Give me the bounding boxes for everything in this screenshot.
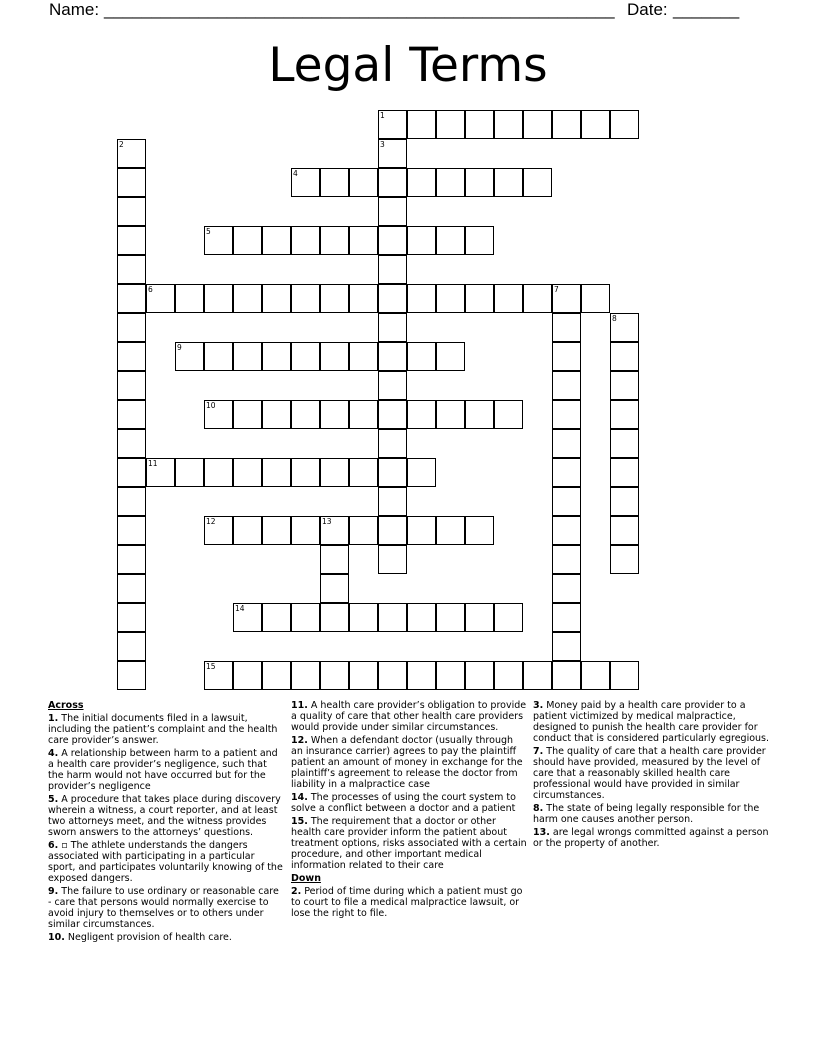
grid-cell[interactable] bbox=[552, 458, 581, 487]
clue-number: 12 bbox=[206, 517, 216, 526]
grid-cell[interactable] bbox=[291, 661, 320, 690]
grid-cell[interactable] bbox=[117, 342, 146, 371]
grid-cell[interactable] bbox=[610, 487, 639, 516]
clue-across-1: 1. The initial documents filed in a lawsuit, including the patient’s complaint and the health care provider’s answer. bbox=[48, 713, 278, 746]
clue-down-3: 3. Money paid by a health care provider to a patient victimized by medical malpractice, designed to punish the health care provider for conduct that is considered particularly egregious. bbox=[533, 700, 770, 744]
clue-across-11: 11. A health care provider’s obligation to provide a quality of care that other health care providers would provide under similar circumstances. bbox=[291, 700, 527, 733]
grid-cell[interactable] bbox=[320, 603, 349, 632]
clue-number: 4 bbox=[293, 169, 298, 178]
clue-number: 7 bbox=[554, 285, 559, 294]
grid-cell[interactable] bbox=[465, 400, 494, 429]
grid-cell[interactable] bbox=[320, 574, 349, 603]
grid-cell[interactable] bbox=[378, 139, 407, 168]
grid-cell[interactable] bbox=[407, 226, 436, 255]
grid-cell[interactable] bbox=[117, 458, 146, 487]
grid-cell[interactable] bbox=[494, 168, 523, 197]
grid-cell[interactable] bbox=[204, 400, 233, 429]
grid-cell[interactable] bbox=[117, 168, 146, 197]
clue-across-14: 14. The processes of using the court system to solve a conflict between a doctor and a patient bbox=[291, 792, 516, 814]
name-label: Name: bbox=[49, 0, 100, 19]
grid-cell[interactable] bbox=[291, 342, 320, 371]
grid-cell[interactable] bbox=[378, 458, 407, 487]
grid-cell[interactable] bbox=[436, 226, 465, 255]
clue-number: 1 bbox=[380, 111, 385, 120]
grid-cell[interactable] bbox=[465, 226, 494, 255]
grid-cell[interactable] bbox=[378, 371, 407, 400]
grid-cell[interactable] bbox=[465, 516, 494, 545]
grid-cell[interactable] bbox=[436, 342, 465, 371]
grid-cell[interactable] bbox=[494, 110, 523, 139]
grid-cell[interactable] bbox=[436, 284, 465, 313]
grid-cell[interactable] bbox=[291, 168, 320, 197]
grid-cell[interactable] bbox=[407, 400, 436, 429]
grid-cell[interactable] bbox=[349, 603, 378, 632]
grid-cell[interactable] bbox=[552, 313, 581, 342]
grid-cell[interactable] bbox=[262, 284, 291, 313]
grid-cell[interactable] bbox=[552, 110, 581, 139]
grid-cell[interactable] bbox=[523, 284, 552, 313]
grid-cell[interactable] bbox=[117, 574, 146, 603]
clue-number: 13 bbox=[322, 517, 332, 526]
grid-cell[interactable] bbox=[610, 429, 639, 458]
grid-cell[interactable] bbox=[436, 661, 465, 690]
clue-down-8: 8. The state of being legally responsible for the harm one causes another person. bbox=[533, 803, 760, 825]
grid-cell[interactable] bbox=[581, 110, 610, 139]
clue-across-12: 12. When a defendant doctor (usually through an insurance carrier) agrees to pay the plaintiff patient an amount of money in exchange for the plaintiff’s agreement to release the doctor from liability in a malpractice case bbox=[291, 735, 523, 790]
grid-cell[interactable] bbox=[117, 139, 146, 168]
grid-cell[interactable] bbox=[262, 226, 291, 255]
grid-cell[interactable] bbox=[262, 661, 291, 690]
grid-cell[interactable] bbox=[465, 284, 494, 313]
clue-number: 9 bbox=[177, 343, 182, 352]
grid-cell[interactable] bbox=[610, 458, 639, 487]
grid-cell[interactable] bbox=[465, 168, 494, 197]
grid-cell[interactable] bbox=[378, 545, 407, 574]
grid-cell[interactable] bbox=[291, 284, 320, 313]
grid-cell[interactable] bbox=[407, 342, 436, 371]
grid-cell[interactable] bbox=[407, 661, 436, 690]
grid-cell[interactable] bbox=[117, 603, 146, 632]
date-blank[interactable]: _______ bbox=[673, 0, 740, 19]
name-blank[interactable]: ______________________________________________________ bbox=[104, 0, 615, 19]
grid-cell[interactable] bbox=[552, 284, 581, 313]
grid-cell[interactable] bbox=[407, 168, 436, 197]
grid-cell[interactable] bbox=[610, 516, 639, 545]
grid-cell[interactable] bbox=[291, 458, 320, 487]
grid-cell[interactable] bbox=[117, 400, 146, 429]
grid-cell[interactable] bbox=[349, 661, 378, 690]
grid-cell[interactable] bbox=[349, 400, 378, 429]
grid-cell[interactable] bbox=[407, 516, 436, 545]
grid-cell[interactable] bbox=[494, 603, 523, 632]
grid-cell[interactable] bbox=[494, 661, 523, 690]
grid-cell[interactable] bbox=[117, 371, 146, 400]
grid-cell[interactable] bbox=[262, 342, 291, 371]
date-label: Date: bbox=[627, 0, 668, 19]
grid-cell[interactable] bbox=[320, 545, 349, 574]
clue-across-15: 15. The requirement that a doctor or other health care provider inform the patient about treatment options, risks associated with a certain procedure, and other important medical information related to their care bbox=[291, 816, 527, 871]
grid-cell[interactable] bbox=[378, 429, 407, 458]
grid-cell[interactable] bbox=[320, 400, 349, 429]
grid-cell[interactable] bbox=[610, 110, 639, 139]
grid-cell[interactable] bbox=[465, 661, 494, 690]
grid-cell[interactable] bbox=[117, 516, 146, 545]
grid-cell[interactable] bbox=[117, 661, 146, 690]
grid-cell[interactable] bbox=[204, 342, 233, 371]
grid-cell[interactable] bbox=[610, 313, 639, 342]
grid-cell[interactable] bbox=[320, 226, 349, 255]
grid-cell[interactable] bbox=[494, 400, 523, 429]
clue-across-4: 4. A relationship between harm to a patient and a health care provider’s negligence, such that the harm would not have occurred but for the provider’s negligence bbox=[48, 748, 278, 792]
grid-cell[interactable] bbox=[291, 603, 320, 632]
grid-cell[interactable] bbox=[349, 284, 378, 313]
grid-cell[interactable] bbox=[117, 429, 146, 458]
grid-cell[interactable] bbox=[552, 574, 581, 603]
grid-cell[interactable] bbox=[523, 168, 552, 197]
grid-cell[interactable] bbox=[204, 284, 233, 313]
grid-cell[interactable] bbox=[320, 342, 349, 371]
clue-number: 2 bbox=[119, 140, 124, 149]
grid-cell[interactable] bbox=[233, 516, 262, 545]
grid-cell[interactable] bbox=[349, 342, 378, 371]
page-title: Legal Terms bbox=[268, 38, 548, 93]
clue-column-2 bbox=[291, 700, 527, 921]
grid-cell[interactable] bbox=[552, 516, 581, 545]
grid-cell[interactable] bbox=[581, 284, 610, 313]
grid-cell[interactable] bbox=[146, 458, 175, 487]
grid-cell[interactable] bbox=[378, 226, 407, 255]
clue-across-10: 10. Negligent provision of health care. bbox=[48, 932, 232, 943]
grid-cell[interactable] bbox=[117, 226, 146, 255]
grid-cell[interactable] bbox=[117, 255, 146, 284]
grid-cell[interactable] bbox=[552, 661, 581, 690]
grid-cell[interactable] bbox=[233, 400, 262, 429]
grid-cell[interactable] bbox=[552, 429, 581, 458]
grid-cell[interactable] bbox=[610, 342, 639, 371]
grid-cell[interactable] bbox=[378, 110, 407, 139]
grid-cell[interactable] bbox=[523, 661, 552, 690]
grid-cell[interactable] bbox=[233, 603, 262, 632]
grid-cell[interactable] bbox=[436, 603, 465, 632]
grid-cell[interactable] bbox=[262, 516, 291, 545]
grid-cell[interactable] bbox=[320, 284, 349, 313]
grid-cell[interactable] bbox=[378, 342, 407, 371]
grid-cell[interactable] bbox=[175, 342, 204, 371]
grid-cell[interactable] bbox=[378, 168, 407, 197]
clue-number: 6 bbox=[148, 285, 153, 294]
clue-number: 3 bbox=[380, 140, 385, 149]
grid-cell[interactable] bbox=[233, 226, 262, 255]
grid-cell[interactable] bbox=[436, 168, 465, 197]
grid-cell[interactable] bbox=[378, 487, 407, 516]
grid-cell[interactable] bbox=[436, 400, 465, 429]
clue-across-6: 6. ▫ The athlete understands the dangers associated with participating in a particular sport, and participates voluntarily knowing of the exposed dangers. bbox=[48, 840, 283, 884]
grid-cell[interactable] bbox=[117, 313, 146, 342]
grid-cell[interactable] bbox=[581, 661, 610, 690]
grid-cell[interactable] bbox=[175, 458, 204, 487]
grid-cell[interactable] bbox=[378, 284, 407, 313]
grid-cell[interactable] bbox=[233, 458, 262, 487]
grid-cell[interactable] bbox=[204, 516, 233, 545]
grid-cell[interactable] bbox=[378, 313, 407, 342]
clue-across-9: 9. The failure to use ordinary or reasonable care - care that persons would normally exercise to avoid injury to themselves or to others under similar circumstances. bbox=[48, 886, 279, 930]
grid-cell[interactable] bbox=[465, 110, 494, 139]
grid-cell[interactable] bbox=[552, 603, 581, 632]
grid-cell[interactable] bbox=[610, 545, 639, 574]
grid-cell[interactable] bbox=[610, 661, 639, 690]
clue-number: 5 bbox=[206, 227, 211, 236]
grid-cell[interactable] bbox=[349, 516, 378, 545]
grid-cell[interactable] bbox=[465, 603, 494, 632]
grid-cell[interactable] bbox=[262, 458, 291, 487]
grid-cell[interactable] bbox=[552, 545, 581, 574]
grid-cell[interactable] bbox=[552, 487, 581, 516]
grid-cell[interactable] bbox=[117, 487, 146, 516]
grid-cell[interactable] bbox=[523, 110, 552, 139]
clue-number: 8 bbox=[612, 314, 617, 323]
grid-cell[interactable] bbox=[320, 516, 349, 545]
grid-cell[interactable] bbox=[378, 661, 407, 690]
grid-cell[interactable] bbox=[407, 603, 436, 632]
grid-cell[interactable] bbox=[117, 632, 146, 661]
grid-cell[interactable] bbox=[378, 197, 407, 226]
grid-cell[interactable] bbox=[204, 226, 233, 255]
down-heading: Down bbox=[291, 873, 321, 884]
clue-number: 11 bbox=[148, 459, 158, 468]
grid-cell[interactable] bbox=[233, 284, 262, 313]
clue-column-3 bbox=[533, 700, 769, 851]
across-heading: Across bbox=[48, 700, 84, 711]
grid-cell[interactable] bbox=[291, 516, 320, 545]
clue-down-2: 2. Period of time during which a patient must go to court to file a medical malpractice lawsuit, or lose the right to file. bbox=[291, 886, 523, 919]
grid-cell[interactable] bbox=[378, 516, 407, 545]
grid-cell[interactable] bbox=[349, 226, 378, 255]
grid-cell[interactable] bbox=[407, 458, 436, 487]
grid-cell[interactable] bbox=[436, 110, 465, 139]
grid-cell[interactable] bbox=[320, 168, 349, 197]
grid-cell[interactable] bbox=[378, 255, 407, 284]
grid-cell[interactable] bbox=[552, 632, 581, 661]
grid-cell[interactable] bbox=[378, 603, 407, 632]
grid-cell[interactable] bbox=[610, 400, 639, 429]
grid-cell[interactable] bbox=[117, 545, 146, 574]
grid-cell[interactable] bbox=[291, 400, 320, 429]
grid-cell[interactable] bbox=[233, 661, 262, 690]
grid-cell[interactable] bbox=[117, 284, 146, 313]
grid-cell[interactable] bbox=[436, 516, 465, 545]
grid-cell[interactable] bbox=[146, 284, 175, 313]
grid-cell[interactable] bbox=[262, 400, 291, 429]
grid-cell[interactable] bbox=[320, 661, 349, 690]
grid-cell[interactable] bbox=[262, 603, 291, 632]
grid-cell[interactable] bbox=[320, 458, 349, 487]
grid-cell[interactable] bbox=[175, 284, 204, 313]
clue-down-13: 13. are legal wrongs committed against a person or the property of another. bbox=[533, 827, 769, 849]
grid-cell[interactable] bbox=[610, 371, 639, 400]
grid-cell[interactable] bbox=[552, 342, 581, 371]
grid-cell[interactable] bbox=[233, 342, 262, 371]
grid-cell[interactable] bbox=[552, 371, 581, 400]
grid-cell[interactable] bbox=[349, 168, 378, 197]
clue-down-7: 7. The quality of care that a health care provider should have provided, measured by the level of care that a reasonably skilled health care professional would have provided in similar circumstances. bbox=[533, 746, 766, 801]
clue-across-5: 5. A procedure that takes place during discovery wherein a witness, a court reporter, and at least two attorneys meet, and the witness provides sworn answers to the attorneys’ questions. bbox=[48, 794, 281, 838]
grid-cell[interactable] bbox=[407, 284, 436, 313]
grid-cell[interactable] bbox=[378, 400, 407, 429]
grid-cell[interactable] bbox=[552, 400, 581, 429]
clue-number: 14 bbox=[235, 604, 245, 613]
grid-cell[interactable] bbox=[349, 458, 378, 487]
grid-cell[interactable] bbox=[204, 458, 233, 487]
grid-cell[interactable] bbox=[117, 197, 146, 226]
grid-cell[interactable] bbox=[494, 284, 523, 313]
grid-cell[interactable] bbox=[291, 226, 320, 255]
clue-number: 15 bbox=[206, 662, 216, 671]
grid-cell[interactable] bbox=[407, 110, 436, 139]
clue-number: 10 bbox=[206, 401, 216, 410]
grid-cell[interactable] bbox=[204, 661, 233, 690]
clue-column-1 bbox=[48, 700, 284, 945]
